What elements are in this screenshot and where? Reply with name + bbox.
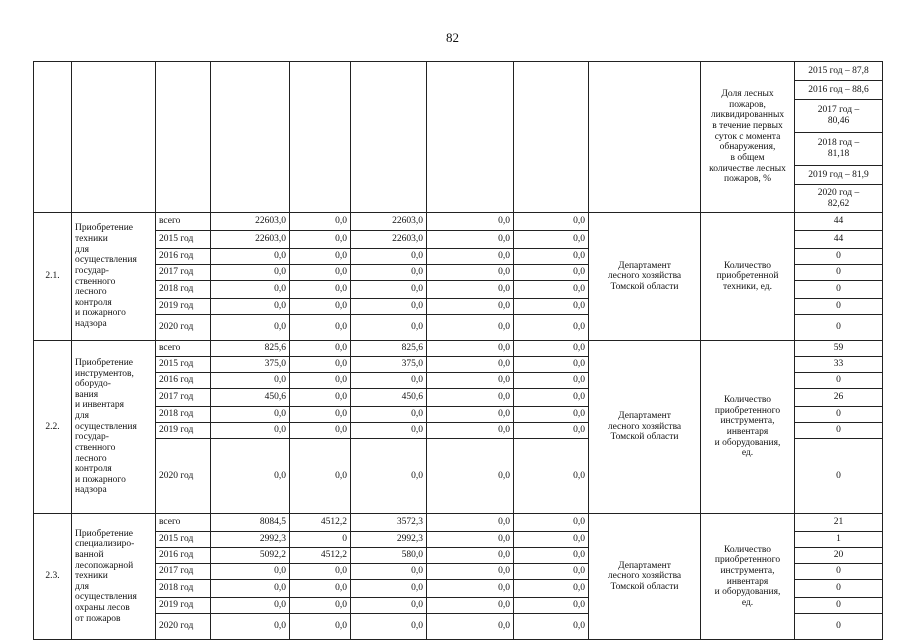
- value-cell: 0,0: [514, 598, 589, 614]
- value-cell: 0,0: [211, 315, 290, 341]
- value-cell: 0,0: [211, 299, 290, 315]
- value-cell: 0,0: [290, 299, 351, 315]
- value-cell: 0,0: [351, 439, 427, 514]
- indicator-value: 2017 год – 80,46: [795, 100, 883, 133]
- value-cell: 0,0: [427, 564, 514, 580]
- value-cell: 450,6: [211, 389, 290, 407]
- value-cell: 0,0: [351, 315, 427, 341]
- value-cell: 0,0: [290, 315, 351, 341]
- value-cell: 0,0: [290, 281, 351, 299]
- section-index: 2.2.: [34, 341, 72, 514]
- value-cell: 0,0: [351, 373, 427, 389]
- value-cell: 0,0: [514, 439, 589, 514]
- indicator-value: 2016 год – 88,6: [795, 81, 883, 100]
- value-cell: 0,0: [427, 532, 514, 548]
- value-cell: 0,0: [514, 341, 589, 357]
- year-cell: 2016 год: [156, 373, 211, 389]
- indicator-value: 1: [795, 532, 883, 548]
- value-cell: 0,0: [514, 213, 589, 231]
- year-cell: 2016 год: [156, 548, 211, 564]
- year-cell: 2018 год: [156, 281, 211, 299]
- value-cell: 4512,2: [290, 548, 351, 564]
- value-cell: 0,0: [427, 598, 514, 614]
- table-row: [34, 213, 883, 231]
- value-cell: 8084,5: [211, 514, 290, 532]
- year-cell: 2018 год: [156, 407, 211, 423]
- value-cell: 0,0: [290, 249, 351, 265]
- empty-cell: [34, 62, 72, 213]
- indicator-value: 2020 год – 82,62: [795, 185, 883, 213]
- indicator-value: 0: [795, 423, 883, 439]
- year-cell: 2019 год: [156, 299, 211, 315]
- program-table: [33, 61, 883, 640]
- indicator-value: 2018 год – 81,18: [795, 133, 883, 166]
- value-cell: 0,0: [427, 265, 514, 281]
- section-name: Приобретение техники для осуществления государ- ственного лесного контроля и пожарного надзора: [72, 213, 156, 341]
- indicator-cell: Количество приобретенного инструмента, инвентаря и оборудования, ед.: [701, 341, 795, 514]
- value-cell: 0,0: [211, 249, 290, 265]
- value-cell: 0,0: [514, 614, 589, 640]
- empty-cell: [211, 62, 290, 213]
- empty-cell: [290, 62, 351, 213]
- year-cell: 2016 год: [156, 249, 211, 265]
- indicator-cell: Количество приобретенной техники, ед.: [701, 213, 795, 341]
- year-cell: 2015 год: [156, 357, 211, 373]
- value-cell: 0,0: [351, 564, 427, 580]
- value-cell: 0,0: [427, 341, 514, 357]
- year-cell: всего: [156, 514, 211, 532]
- indicator-value: 0: [795, 315, 883, 341]
- value-cell: 375,0: [351, 357, 427, 373]
- value-cell: 0,0: [427, 514, 514, 532]
- value-cell: 825,6: [351, 341, 427, 357]
- value-cell: 0,0: [351, 580, 427, 598]
- indicator-value: 0: [795, 564, 883, 580]
- value-cell: 0,0: [427, 580, 514, 598]
- value-cell: 0,0: [211, 265, 290, 281]
- header-row: [34, 62, 883, 81]
- value-cell: 825,6: [211, 341, 290, 357]
- year-cell: 2018 год: [156, 580, 211, 598]
- value-cell: 0,0: [290, 439, 351, 514]
- value-cell: 22603,0: [351, 213, 427, 231]
- value-cell: 0,0: [427, 389, 514, 407]
- value-cell: 0,0: [427, 357, 514, 373]
- value-cell: 0,0: [514, 357, 589, 373]
- value-cell: 0,0: [211, 580, 290, 598]
- value-cell: 0: [290, 532, 351, 548]
- value-cell: 0,0: [351, 598, 427, 614]
- indicator-value: 59: [795, 341, 883, 357]
- value-cell: 0,0: [351, 281, 427, 299]
- indicator-value: 44: [795, 213, 883, 231]
- empty-cell: [514, 62, 589, 213]
- value-cell: 2992,3: [351, 532, 427, 548]
- year-cell: 2017 год: [156, 564, 211, 580]
- value-cell: 5092,2: [211, 548, 290, 564]
- section-index: 2.1.: [34, 213, 72, 341]
- value-cell: 0,0: [514, 231, 589, 249]
- value-cell: 0,0: [514, 407, 589, 423]
- value-cell: 0,0: [290, 407, 351, 423]
- value-cell: 0,0: [514, 423, 589, 439]
- value-cell: 0,0: [514, 281, 589, 299]
- value-cell: 0,0: [514, 548, 589, 564]
- indicator-cell: Количество приобретенного инструмента, инвентаря и оборудования, ед.: [701, 514, 795, 640]
- value-cell: 0,0: [514, 373, 589, 389]
- value-cell: 0,0: [514, 315, 589, 341]
- executor-cell: Департамент лесного хозяйства Томской области: [589, 514, 701, 640]
- value-cell: 0,0: [290, 357, 351, 373]
- value-cell: 0,0: [290, 598, 351, 614]
- value-cell: 0,0: [211, 281, 290, 299]
- table-row: [34, 341, 883, 357]
- value-cell: 22603,0: [211, 231, 290, 249]
- table-body: [34, 62, 883, 640]
- value-cell: 0,0: [211, 598, 290, 614]
- executor-cell: Департамент лесного хозяйства Томской области: [589, 213, 701, 341]
- value-cell: 0,0: [427, 423, 514, 439]
- value-cell: 0,0: [427, 281, 514, 299]
- value-cell: 4512,2: [290, 514, 351, 532]
- value-cell: 0,0: [427, 213, 514, 231]
- value-cell: 0,0: [290, 341, 351, 357]
- empty-cell: [72, 62, 156, 213]
- value-cell: 0,0: [427, 315, 514, 341]
- value-cell: 0,0: [514, 389, 589, 407]
- indicator-value: 21: [795, 514, 883, 532]
- indicator-name: Доля лесных пожаров, ликвидированных в течение первых суток с момента обнаружения, в общем количестве лесных пожаров, %: [701, 62, 795, 213]
- page-number: 82: [446, 30, 459, 45]
- value-cell: 0,0: [290, 614, 351, 640]
- year-cell: 2019 год: [156, 423, 211, 439]
- value-cell: 22603,0: [351, 231, 427, 249]
- indicator-value: 0: [795, 281, 883, 299]
- value-cell: 0,0: [351, 407, 427, 423]
- indicator-value: 0: [795, 407, 883, 423]
- value-cell: 0,0: [427, 407, 514, 423]
- value-cell: 0,0: [427, 373, 514, 389]
- value-cell: 0,0: [427, 614, 514, 640]
- year-cell: 2015 год: [156, 231, 211, 249]
- empty-cell: [589, 62, 701, 213]
- value-cell: 0,0: [211, 614, 290, 640]
- empty-cell: [156, 62, 211, 213]
- value-cell: 0,0: [290, 564, 351, 580]
- year-cell: всего: [156, 341, 211, 357]
- value-cell: 0,0: [514, 299, 589, 315]
- indicator-value: 20: [795, 548, 883, 564]
- value-cell: 0,0: [290, 373, 351, 389]
- indicator-value: 2019 год – 81,9: [795, 166, 883, 185]
- value-cell: 375,0: [211, 357, 290, 373]
- indicator-value: 2015 год – 87,8: [795, 62, 883, 81]
- executor-cell: Департамент лесного хозяйства Томской области: [589, 341, 701, 514]
- value-cell: 0,0: [514, 532, 589, 548]
- value-cell: 450,6: [351, 389, 427, 407]
- year-cell: 2017 год: [156, 265, 211, 281]
- value-cell: 0,0: [290, 213, 351, 231]
- value-cell: 0,0: [427, 249, 514, 265]
- value-cell: 580,0: [351, 548, 427, 564]
- year-cell: всего: [156, 213, 211, 231]
- value-cell: 0,0: [351, 299, 427, 315]
- indicator-value: 0: [795, 299, 883, 315]
- value-cell: 22603,0: [211, 213, 290, 231]
- section-name: Приобретение инструментов, оборудо- вания и инвентаря для осуществления государ- ственного лесного контроля и пожарного надзора: [72, 341, 156, 514]
- value-cell: 0,0: [351, 614, 427, 640]
- indicator-value: 26: [795, 389, 883, 407]
- indicator-value: 0: [795, 580, 883, 598]
- indicator-value: 0: [795, 614, 883, 640]
- empty-cell: [351, 62, 427, 213]
- value-cell: 3572,3: [351, 514, 427, 532]
- table-row: [34, 514, 883, 532]
- value-cell: 0,0: [427, 231, 514, 249]
- value-cell: 0,0: [211, 407, 290, 423]
- value-cell: 0,0: [290, 265, 351, 281]
- value-cell: 0,0: [290, 580, 351, 598]
- indicator-value: 0: [795, 439, 883, 514]
- indicator-value: 33: [795, 357, 883, 373]
- year-cell: 2020 год: [156, 614, 211, 640]
- value-cell: 0,0: [351, 265, 427, 281]
- indicator-value: 0: [795, 249, 883, 265]
- year-cell: 2019 год: [156, 598, 211, 614]
- value-cell: 0,0: [427, 299, 514, 315]
- value-cell: 0,0: [514, 564, 589, 580]
- value-cell: 0,0: [211, 439, 290, 514]
- value-cell: 0,0: [514, 265, 589, 281]
- value-cell: 0,0: [427, 439, 514, 514]
- value-cell: 2992,3: [211, 532, 290, 548]
- value-cell: 0,0: [211, 564, 290, 580]
- value-cell: 0,0: [427, 548, 514, 564]
- value-cell: 0,0: [514, 580, 589, 598]
- year-cell: 2015 год: [156, 532, 211, 548]
- value-cell: 0,0: [514, 249, 589, 265]
- year-cell: 2020 год: [156, 315, 211, 341]
- indicator-value: 0: [795, 598, 883, 614]
- indicator-value: 44: [795, 231, 883, 249]
- value-cell: 0,0: [290, 231, 351, 249]
- value-cell: 0,0: [290, 423, 351, 439]
- value-cell: 0,0: [211, 373, 290, 389]
- value-cell: 0,0: [514, 514, 589, 532]
- year-cell: 2017 год: [156, 389, 211, 407]
- value-cell: 0,0: [290, 389, 351, 407]
- value-cell: 0,0: [211, 423, 290, 439]
- year-cell: 2020 год: [156, 439, 211, 514]
- value-cell: 0,0: [351, 249, 427, 265]
- indicator-value: 0: [795, 373, 883, 389]
- indicator-value: 0: [795, 265, 883, 281]
- section-name: Приобретение специализиро- ванной лесопожарной техники для осуществления охраны лесов от пожаров: [72, 514, 156, 640]
- empty-cell: [427, 62, 514, 213]
- section-index: 2.3.: [34, 514, 72, 640]
- value-cell: 0,0: [351, 423, 427, 439]
